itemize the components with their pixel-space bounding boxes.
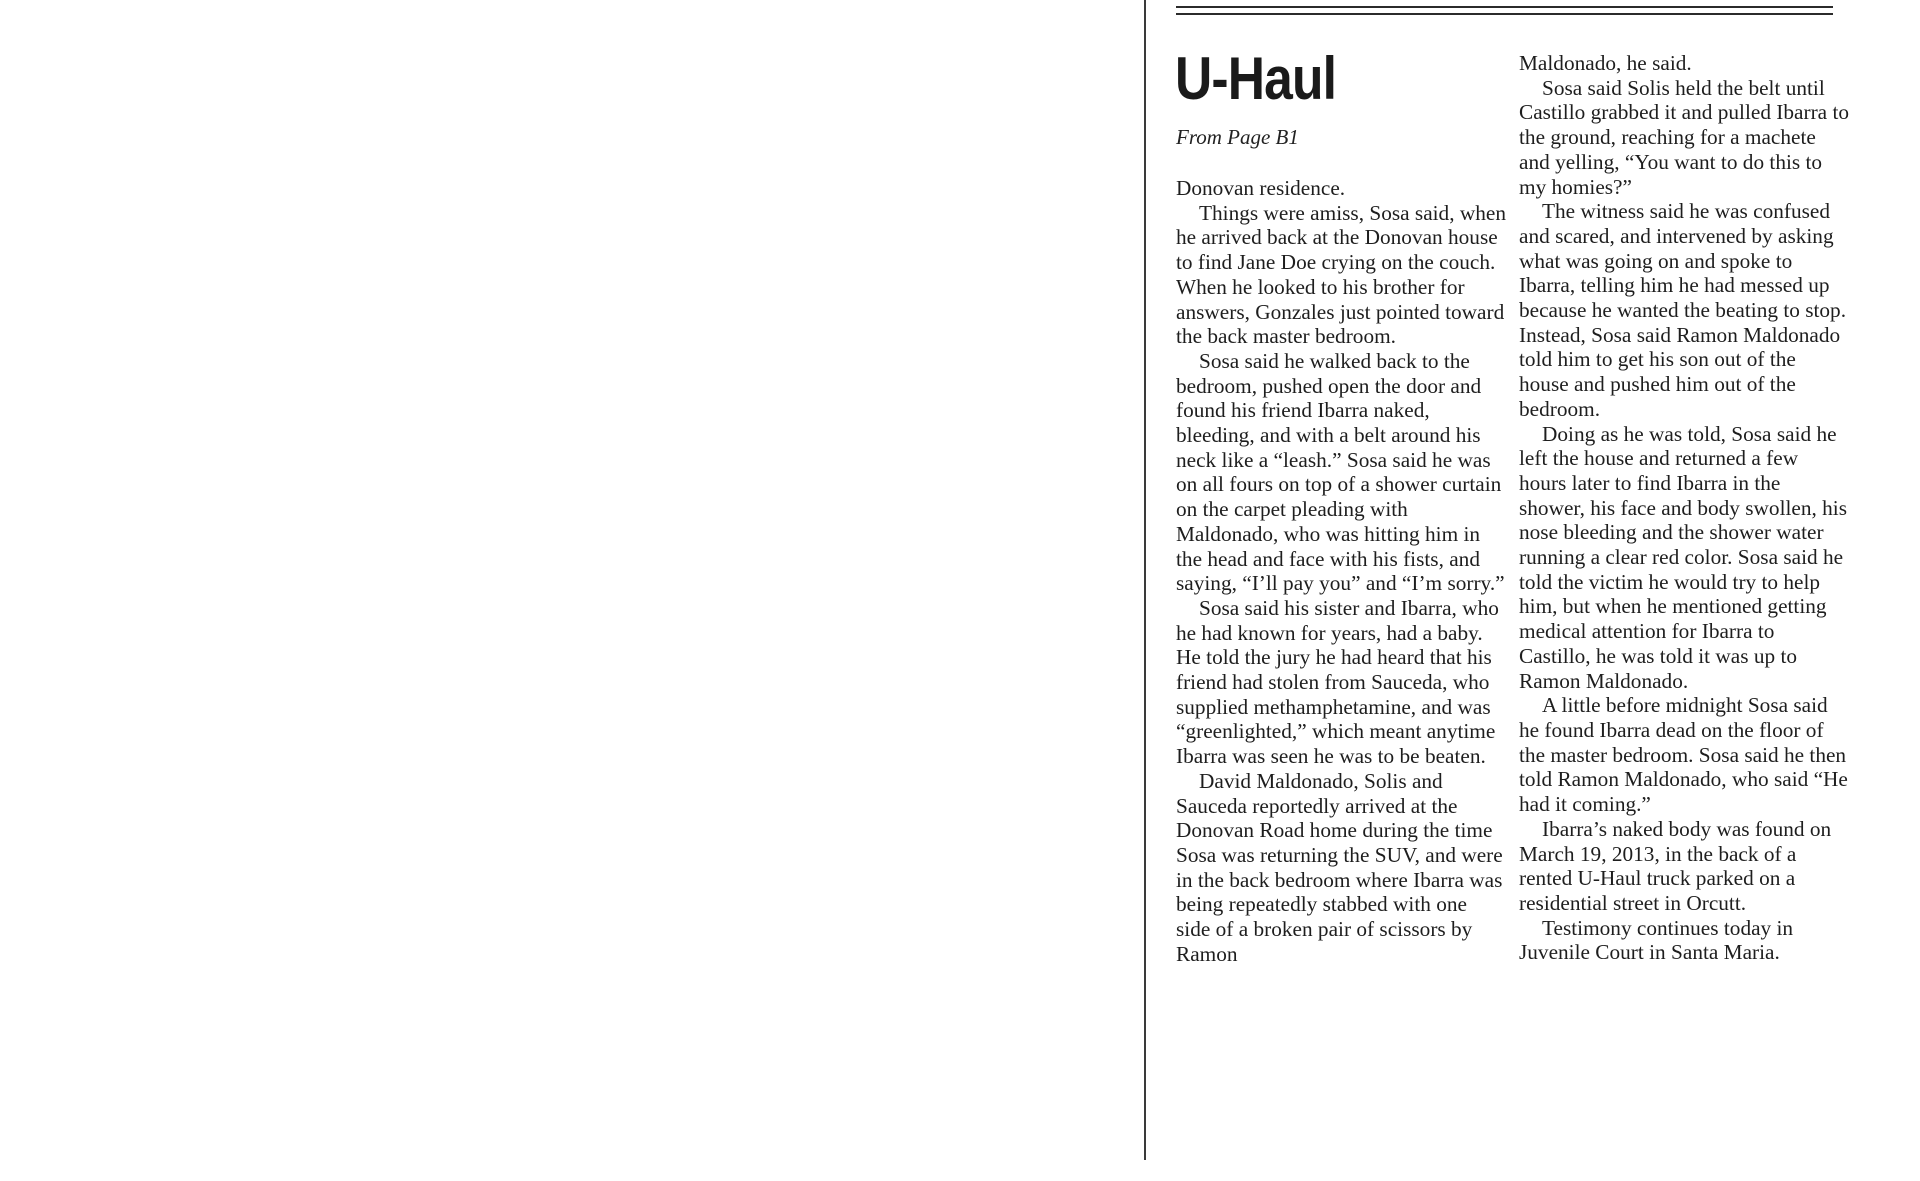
column-divider-rule xyxy=(1144,0,1146,1160)
article-column-2 xyxy=(1519,51,1849,965)
headline: U-Haul xyxy=(1175,45,1337,112)
paragraph: David Maldonado, Solis and Sauceda reportedly arrived at the Donovan Road home during the time Sosa was returning the SUV, and were in the back bedroom where Ibarra was being repeatedly stabbed with one side of a broken pair of scissors by Ramon xyxy=(1176,768,1503,966)
paragraph: Donovan residence. xyxy=(1176,176,1346,200)
article-column-1 xyxy=(1176,176,1506,967)
paragraph: Things were amiss, Sosa said, when he arrived back at the Donovan house to find Jane Doe crying on the couch. When he looked to his brother for answers, Gonzales just pointed toward the back master bedroom. xyxy=(1176,200,1506,349)
paragraph: The witness said he was confused and scared, and intervened by asking what was going on and spoke to Ibarra, telling him he had messed up because he wanted the beating to stop. Instead, Sosa said Ramon Maldonado told him to get his son out of the house and pushed him out of the bedroom. xyxy=(1519,199,1847,421)
paragraph: A little before midnight Sosa said he found Ibarra dead on the floor of the master bedroom. Sosa said he then told Ramon Maldonado, who said “He had it coming.” xyxy=(1519,693,1848,817)
paragraph: Sosa said Solis held the belt until Castillo grabbed it and pulled Ibarra to the ground, reaching for a machete and yelling, “You want to do this to my homies?” xyxy=(1519,75,1850,199)
paragraph: Doing as he was told, Sosa said he left the house and returned a few hours later to find Ibarra in the shower, his face and body swollen, his nose bleeding and the shower water running a clear red color. Sosa said he told the victim he would try to help him, but when he mentioned getting medical attention for Ibarra to Castillo, he was told it was up to Ramon Maldonado. xyxy=(1519,421,1848,693)
paragraph: Sosa said he walked back to the bedroom, pushed open the door and found his friend Ibarra naked, bleeding, and with a belt around his neck like a “leash.” Sosa said he was on all fours on top of a shower curtain on the carpet pleading with Maldonado, who was hitting him in the head and face with his fists, and saying, “I’ll pay you” and “I’m sorry.” xyxy=(1176,348,1505,596)
paragraph: Sosa said his sister and Ibarra, who he had known for years, had a baby. He told the jury he had heard that his friend had stolen from Sauceda, who supplied methamphetamine, and was “greenlighted,” which meant anytime Ibarra was seen he was to be beaten. xyxy=(1176,595,1499,769)
top-double-rule xyxy=(1176,6,1833,15)
jump-line: From Page B1 xyxy=(1176,125,1299,149)
paragraph: Maldonado, he said. xyxy=(1519,51,1692,75)
paragraph: Ibarra’s naked body was found on March 19, 2013, in the back of a rented U-Haul truck parked on a residential street in Orcutt. xyxy=(1519,816,1832,915)
paragraph: Testimony continues today in Juvenile Court in Santa Maria. xyxy=(1519,915,1794,965)
